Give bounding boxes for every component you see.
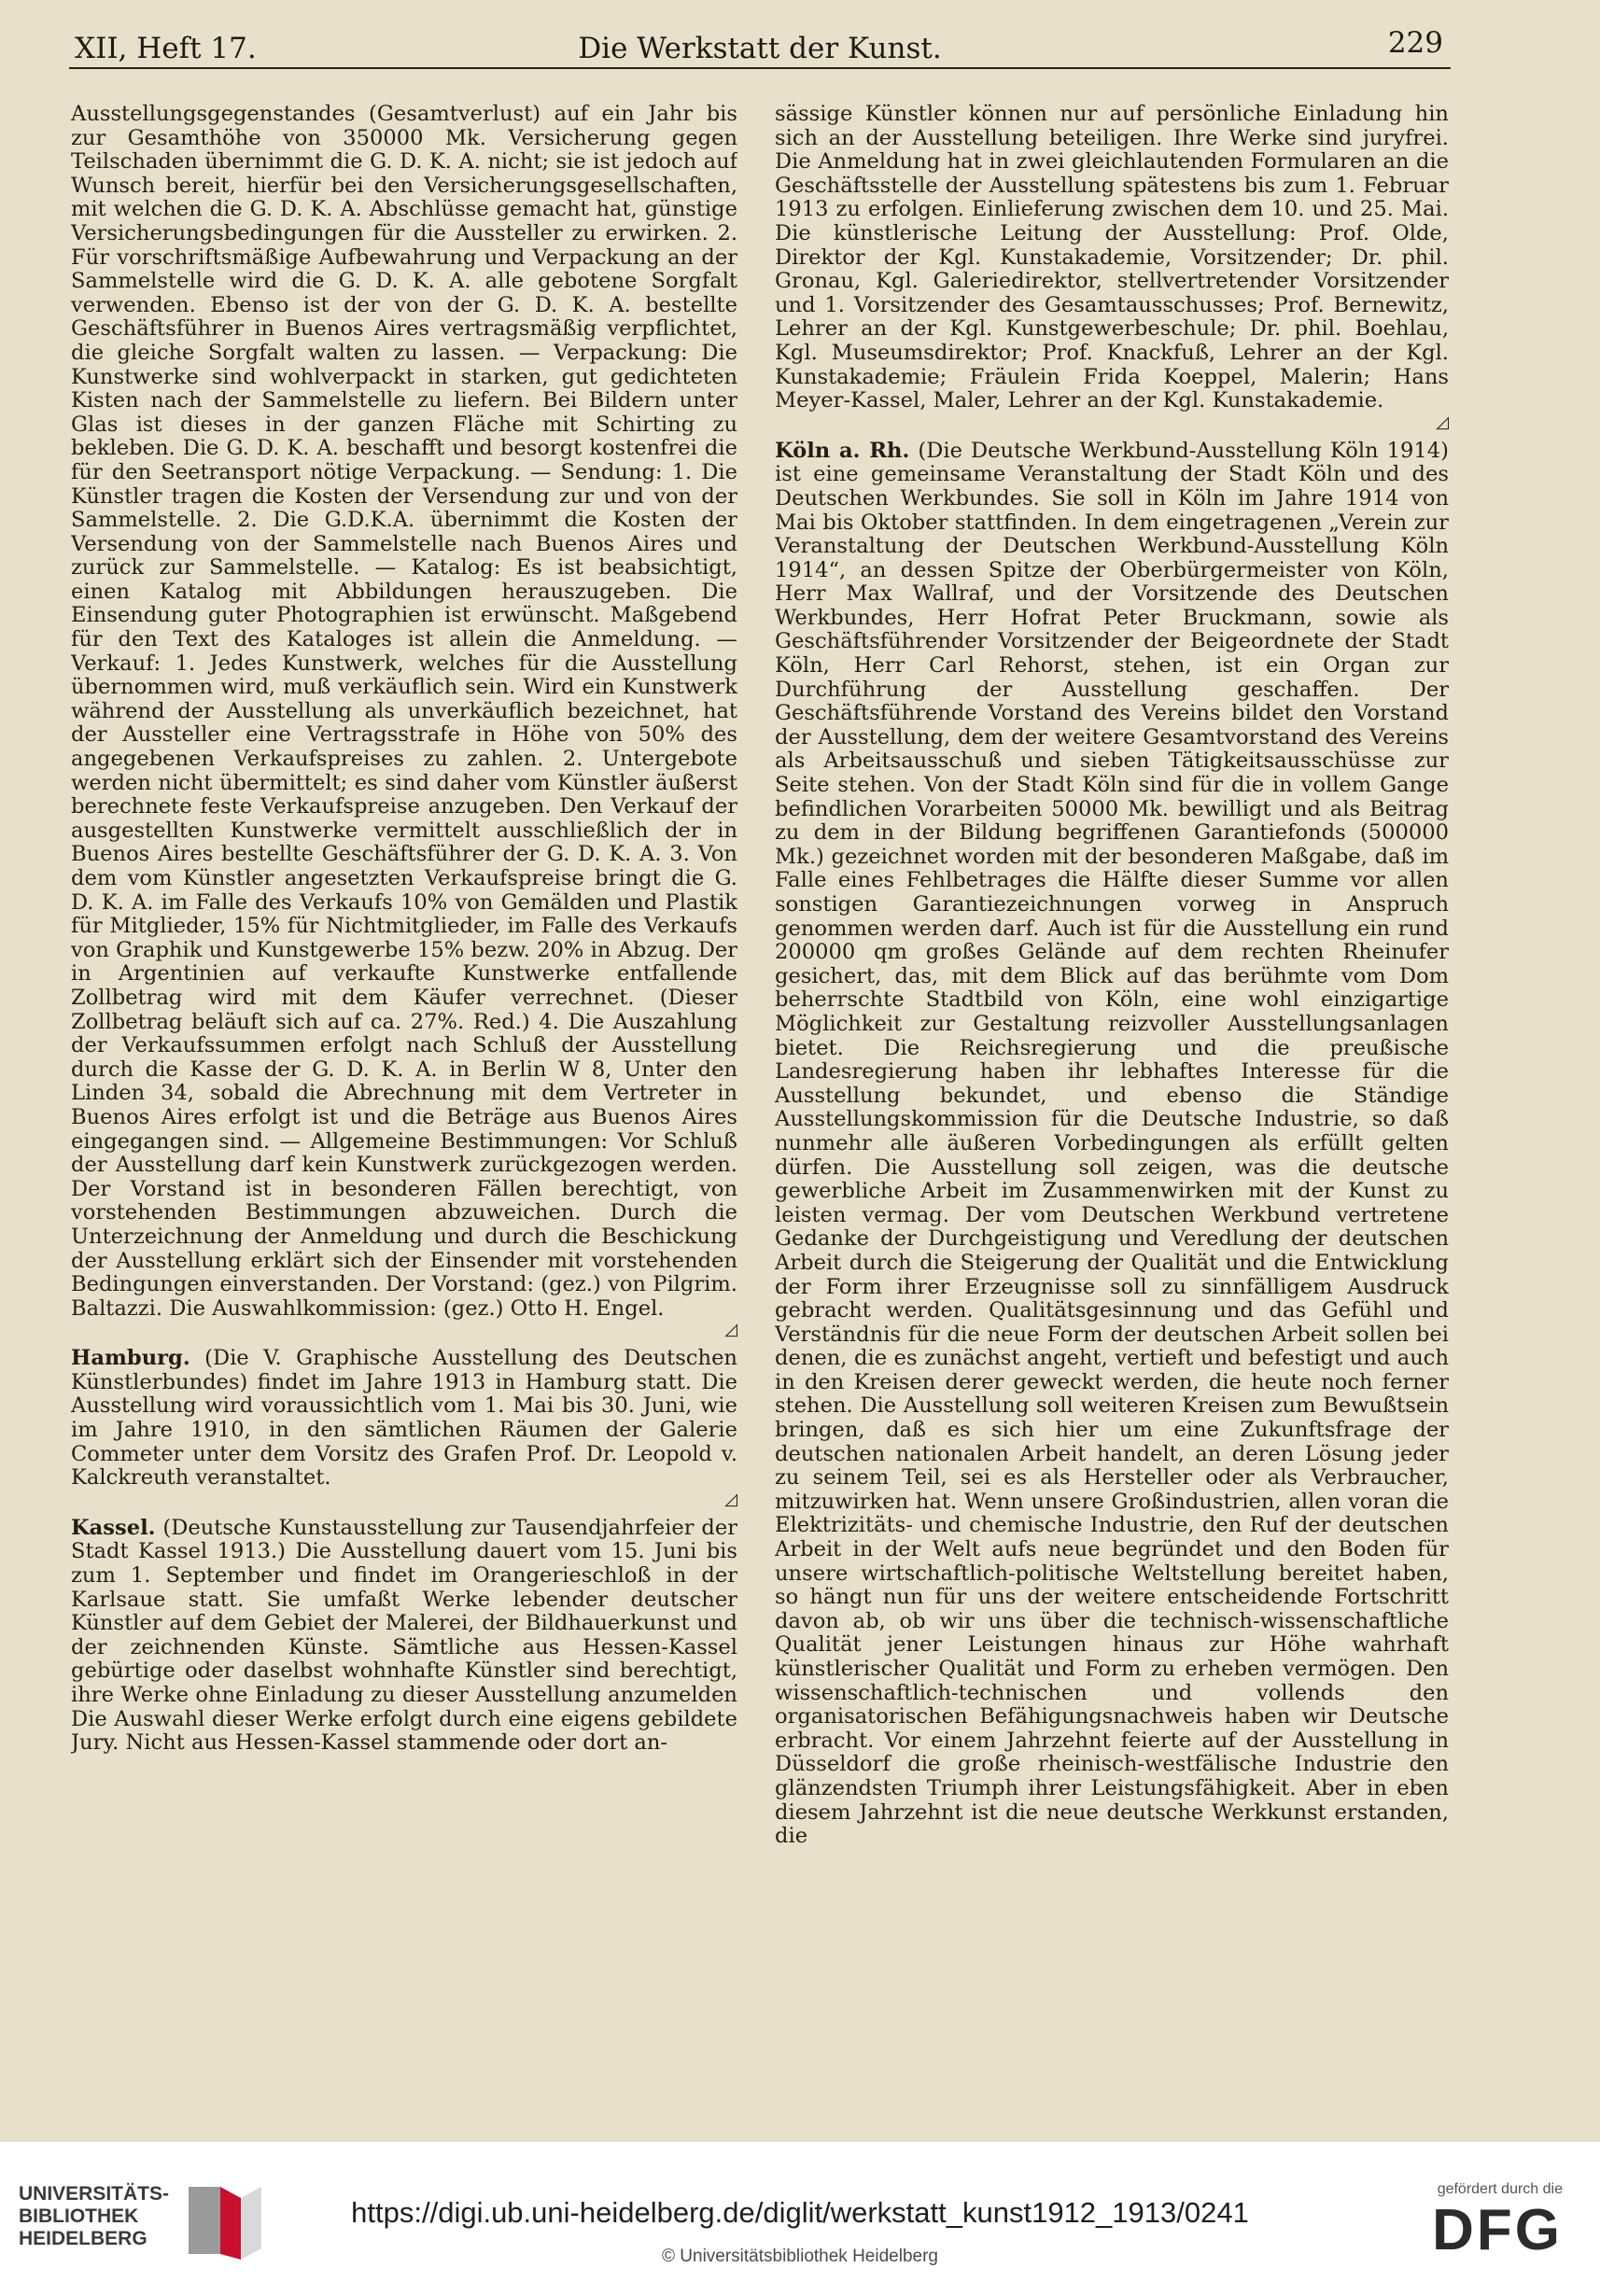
journal-title: Die Werkstatt der Kunst. xyxy=(578,32,942,65)
dfg-logo[interactable] xyxy=(1395,2181,1563,2275)
right-column xyxy=(775,103,1449,2116)
running-header xyxy=(69,21,1451,69)
place-heading: Kassel. xyxy=(71,1515,156,1540)
paragraph-text: sässige Künstler können nur auf persönliche Einladung hin sich an der Ausstellung beteiligen. Ihre Werke sind juryfrei. Die Anmeldung hat in zwei gleichlautenden Formularen an die Geschäftsstelle der Ausstellung spätestens bis zum 1. Februar 1913 zu erfolgen. Einlieferung zwischen dem 10. und 25. Mai. Die künstlerische Leitung der Ausstellung: Prof. Olde, Direktor der Kgl. Kunstakademie, Vorsitzender; Dr. phil. Gronau, Kgl. Galeriedirektor, stellvertretender Vorsitzender und 1. Vorsitzender des Gesamtausschusses; Prof. Bernewitz, Lehrer an der Kgl. Kunstgewerbeschule; Dr. phil. Boehlau, Kgl. Museumsdirektor; Prof. Knackfuß, Lehrer an der Kgl. Kunstakademie; Fräulein Frida Koeppel, Malerin; Hans Meyer-Kassel, Maler, Lehrer an der Kgl. Kunstakademie. xyxy=(775,103,1449,413)
paragraph-koeln xyxy=(775,440,1449,1849)
permalink-url[interactable]: https://digi.ub.uni-heidelberg.de/diglit/werkstatt_kunst1912_1913/0241 xyxy=(351,2196,1249,2229)
section-end-mark: ◿ xyxy=(1436,412,1449,432)
section-end-mark: ◿ xyxy=(724,1489,737,1509)
paragraph-kassel xyxy=(71,1517,737,1756)
paragraph-text: (Die V. Graphische Ausstellung des Deutschen Künstlerbundes) findet im Jahre 1913 in Hamburg statt. Die Ausstellung wird voraussichtlich vom 1. Mai bis 30. Juni, wie im Jahre 1910, in den sämtlichen Räumen der Galerie Commeter unter dem Vorsitz des Grafen Prof. Dr. Leopold v. Kalckreuth veranstaltet. xyxy=(71,1346,737,1491)
paragraph-text: (Deutsche Kunstausstellung zur Tausendjahrfeier der Stadt Kassel 1913.) Die Ausstellung dauert vom 15. Juni bis zum 1. September und findet im Orangerieschloß in der Karlsaue statt. Sie umfaßt Werke lebender deutscher Künstler auf dem Gebiet der Malerei, der Bildhauerkunst und der zeichnenden Künste. Sämtliche aus Hessen-Kassel gebürtige oder daselbst wohnhafte Künstler sind berechtigt, ihre Werke ohne Einladung zu dieser Ausstellung anzumelden Die Auswahl dieser Werke erfolgt durch eine eigens gebildete Jury. Nicht aus Hessen-Kassel stammende oder dort an- xyxy=(71,1515,737,1756)
library-name: UNIVERSITÄTS- BIBLIOTHEK HEIDELBERG xyxy=(19,2183,170,2249)
paragraph-text: Ausstellungsgegenstandes (Gesamtverlust) auf ein Jahr bis zur Gesamthöhe von 350000 Mk. Versicherung gegen Teilschaden übernimmt die G. D. K. A. nicht; sie ist jedoch auf Wunsch bereit, hierfür bei den Versicherungsgesellschaften, mit welchen die G. D. K. A. Abschlüsse gemacht hat, günstige Versicherungsbedingungen für die Aussteller zu erwirken. 2. Für vorschriftsmäßige Aufbewahrung und Verpackung an der Sammelstelle wird die G. D. K. A. alle gebotene Sorgfalt verwenden. Ebenso ist der von der G. D. K. A. bestellte Geschäftsführer in Buenos Aires vertragsmäßig verpflichtet, die gleiche Sorgfalt walten zu lassen. — Verpackung: Die Kunstwerke sind wohlverpackt in starken, gut gedichteten Kisten nach der Sammelstelle zu liefern. Bei Bildern unter Glas ist dieses in der ganzen Fläche mit Schirting zu bekleben. Die G. D. K. A. beschafft und besorgt kostenfrei die für den Seetransport nötige Verpackung. — Sendung: 1. Die Künstler tragen die Kosten der Versendung zur und von der Sammelstelle. 2. Die G.D.K.A. übernimmt die Kosten der Versendung von der Sammelstelle nach Buenos Aires und zurück zur Sammelstelle. — Katalog: Es ist beabsichtigt, einen Katalog mit Abbildungen herauszugeben. Die Einsendung guter Photographien ist erwünscht. Maßgebend für den Text des Kataloges ist allein die Anmeldung. — Verkauf: 1. Jedes Kunstwerk, welches für die Ausstellung übernommen wird, muß verkäuflich sein. Wird ein Kunstwerk während der Ausstellung als unverkäuflich bezeichnet, hat der Aussteller eine Vertragsstrafe in Höhe von 50% des angegebenen Verkaufspreises zu zahlen. 2. Untergebote werden nicht übermittelt; es sind daher vom Künstler äußerst berechnete feste Verkaufspreise anzugeben. Den Verkauf der ausgestellten Kunstwerke vermittelt ausschließlich der in Buenos Aires bestellte Geschäftsführer der G. D. K. A. 3. Von dem vom Künstler angesetzten Verkaufspreise bringt die G. D. K. A. im Falle des Verkaufs 10% von Gemälden und Plastik für Mitglieder, 15% für Nichtmitglieder, im Falle des Verkaufs von Graphik und Kunstgewerbe 15% bezw. 20% in Abzug. Der in Argentinien auf verkaufte Kunstwerke entfallende Zollbetrag wird mit dem Käufer verrechnet. (Dieser Zollbetrag beläuft sich auf ca. 27%. Red.) 4. Die Auszahlung der Verkaufssummen erfolgt nach Schluß der Ausstellung durch die Kasse der G. D. K. A. in Berlin W 8, Unter den Linden 34, sobald die Abrechnung mit dem Vertreter in Buenos Aires erfolgt ist und die Beträge aus Buenos Aires eingegangen sind. — Allgemeine Bestimmungen: Vor Schluß der Ausstellung darf kein Kunstwerk zurückgezogen werden. Der Vorstand ist in besonderen Fällen berechtigt, von vorstehenden Bestimmungen abzuweichen. Durch die Unterzeichnung der Anmeldung und durch die Beschickung der Ausstellung erklärt sich der Einsender mit vorstehenden Bedingungen einverstanden. Der Vorstand: (gez.) von Pilgrim. Baltazzi. Die Auswahlkommission: (gez.) Otto H. Engel. xyxy=(71,103,737,1321)
dfg-wordmark: DFG xyxy=(1432,2198,1563,2262)
paragraph-kassel-continued xyxy=(775,103,1449,432)
library-logo[interactable] xyxy=(19,2179,280,2263)
paragraph-hamburg xyxy=(71,1347,737,1509)
place-heading: Hamburg. xyxy=(71,1346,190,1371)
viewer-footer xyxy=(0,2142,1600,2296)
funding-caption: gefördert durch die xyxy=(1437,2181,1563,2197)
page-number: 229 xyxy=(1387,26,1443,60)
paragraph-buenos-aires xyxy=(71,103,737,1339)
issue-label: XII, Heft 17. xyxy=(75,32,257,65)
place-heading: Köln a. Rh. xyxy=(775,438,910,463)
copyright-notice: © Universitätsbibliothek Heidelberg xyxy=(662,2247,938,2266)
library-emblem-icon xyxy=(183,2179,273,2263)
section-end-mark: ◿ xyxy=(724,1320,737,1340)
left-column xyxy=(71,103,737,2116)
paragraph-text: (Die Deutsche Werkbund-Ausstellung Köln 1914) ist eine gemeinsame Veranstaltung der Stadt Köln und des Deutschen Werkbundes. Sie soll in Köln im Jahre 1914 von Mai bis Oktober stattfinden. In dem eingetragenen „Verein zur Veranstaltung der Deutschen Werkbund-Ausstellung Köln 1914“, an dessen Spitze der Oberbürgermeister von Köln, Herr Max Wallraf, und der Vorsitzende des Deutschen Werkbundes, Herr Hofrat Peter Bruckmann, sowie als Geschäftsführender Vorsitzender der Beigeordnete der Stadt Köln, Herr Carl Rehorst, stehen, ist ein Organ zur Durchführung der Ausstellung geschaffen. Der Geschäftsführende Vorstand des Vereins bildet den Vorstand der Ausstellung, dem der weitere Gesamtvorstand des Vereins als Arbeitsausschuß und sieben Tätigkeitsausschüsse zur Seite stehen. Von der Stadt Köln sind für die in vollem Gange befindlichen Vorarbeiten 50000 Mk. bewilligt und als Beitrag zu dem in der Bildung begriffenen Garantiefonds (500000 Mk.) gezeichnet worden mit der besonderen Maßgabe, daß im Falle eines Fehlbetrages die Hälfte dieser Summe vor allen sonstigen Garantiezeichnungen vorweg in Anspruch genommen werden darf. Auch ist für die Ausstellung ein rund 200000 qm großes Gelände auf dem rechten Rheinufer gesichert, das, mit dem Blick auf das berühmte vom Dom beherrschte Stadtbild von Köln, eine wohl einzigartige Möglichkeit zur Gestaltung reizvoller Ausstellungsanlagen bietet. Die Reichsregierung und die preußische Landesregierung haben ihr lebhaftes Interesse für die Ausstellung bekundet, und ebenso die Ständige Ausstellungskommission für die Deutsche Industrie, so daß nunmehr alle äußeren Vorbedingungen als erfüllt gelten dürfen. Die Ausstellung soll zeigen, was die deutsche gewerbliche Arbeit im Zusammenwirken mit der Kunst zu leisten vermag. Der vom Deutschen Werkbund vertretene Gedanke der Durchgeistigung und Veredlung der deutschen Arbeit durch die Steigerung der Qualität und die Entwicklung der Form ihrer Erzeugnisse soll zu sinnfälligem Ausdruck gebracht werden. Qualitätsgesinnung und das Gefühl und Verständnis für die neue Form der deutschen Arbeit sollen bei denen, die es zunächst angeht, vertieft und befestigt und auch in den Kreisen derer geweckt werden, die heute noch ferner stehen. Die Ausstellung soll weiteren Kreisen zum Bewußtsein bringen, daß es sich hier um eine Zukunftsfrage der deutschen nationalen Arbeit handelt, an deren Lösung jeder zu seinem Teil, sei es als Hersteller oder als Verbraucher, mitzuwirken hat. Wenn unsere Großindustrien, allen voran die Elektrizitäts- und chemische Industrie, den Ruf der deutschen Arbeit in der Welt aufs neue begründet und den Boden für unsere wirtschaftlich-politische Weltstellung bereitet haben, so hängt nun für uns der weitere entscheidende Fortschritt davon ab, ob wir uns über die technisch-wissenschaftliche Qualität jener Leistungen hinaus zur Höhe wahrhaft künstlerischer Qualität und Form zu erheben vermögen. Den wissenschaftlich-technischen und vollends den organisatorischen Befähigungsnachweis haben wir Deutsche erbracht. Vor einem Jahrzehnt feierte auf der Ausstellung in Düsseldorf die große rheinisch-westfälische Industrie den glänzendsten Triumph ihrer Leistungsfähigkeit. Aber in eben diesem Jahrzehnt ist die neue deutsche Werkkunst erstanden, die xyxy=(775,438,1449,1849)
